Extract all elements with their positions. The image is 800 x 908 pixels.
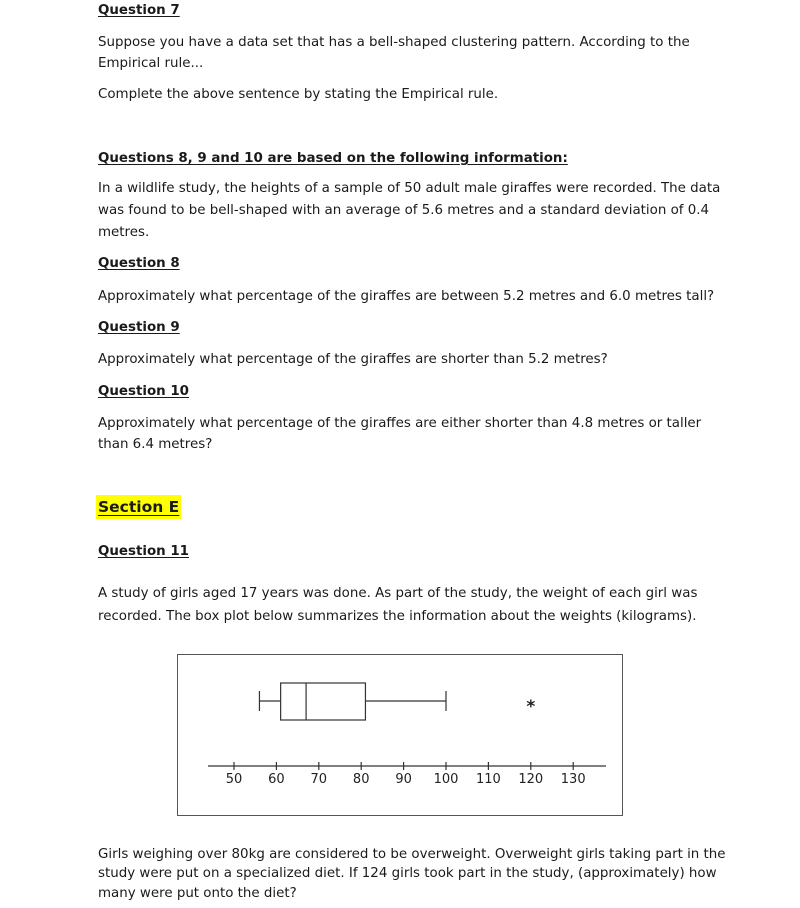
question-7-instruction: Complete the above sentence by stating the Empirical rule. <box>98 87 499 102</box>
info-text-line-1: In a wildlife study, the heights of a sample of 50 adult male giraffes were recorded. The data <box>98 181 721 196</box>
x-tick-label-130: 130 <box>560 772 586 787</box>
question-11-follow-line-2: study were put on a specialized diet. If 124 girls took part in the study, (approximately) how <box>98 866 717 881</box>
question-10-text-line-1: Approximately what percentage of the giraffes are either shorter than 4.8 metres or taller <box>98 416 702 431</box>
question-8-heading: Question 8 <box>98 256 180 271</box>
question-10-heading: Question 10 <box>98 384 189 399</box>
x-tick-label-80: 80 <box>352 772 370 787</box>
box-plot-figure <box>177 654 623 816</box>
x-tick-label-120: 120 <box>518 772 544 787</box>
question-11-follow-line-1: Girls weighing over 80kg are considered to be overweight. Overweight girls taking part in the <box>98 847 726 862</box>
question-11-heading: Question 11 <box>98 544 189 559</box>
box-plot <box>178 655 624 817</box>
info-text-line-2: was found to be bell-shaped with an average of 5.6 metres and a standard deviation of 0.4 <box>98 203 710 218</box>
x-tick-label-100: 100 <box>433 772 459 787</box>
x-tick-label-110: 110 <box>475 772 501 787</box>
question-9-text: Approximately what percentage of the giraffes are shorter than 5.2 metres? <box>98 352 608 367</box>
x-tick-label-90: 90 <box>395 772 412 787</box>
interquartile-box <box>281 683 366 720</box>
question-11-text-line-1: A study of girls aged 17 years was done. As part of the study, the weight of each girl was <box>98 586 698 601</box>
x-tick-label-60: 60 <box>268 772 285 787</box>
question-7-text-line-1: Suppose you have a data set that has a bell-shaped clustering pattern. According to the <box>98 35 690 50</box>
x-tick-label-70: 70 <box>310 772 328 787</box>
section-e-label: Section E <box>96 495 181 519</box>
info-heading: Questions 8, 9 and 10 are based on the following information: <box>98 151 568 166</box>
question-7-text-line-2: Empirical rule... <box>98 56 204 71</box>
question-10-text-line-2: than 6.4 metres? <box>98 437 213 452</box>
question-11-follow-line-3: many were put onto the diet? <box>98 886 297 901</box>
question-7-heading: Question 7 <box>98 3 180 18</box>
outlier-marker: * <box>526 697 536 717</box>
question-8-text: Approximately what percentage of the giraffes are between 5.2 metres and 6.0 metres tall? <box>98 289 715 304</box>
info-text-line-3: metres. <box>98 225 150 240</box>
x-tick-label-50: 50 <box>225 772 243 787</box>
question-9-heading: Question 9 <box>98 320 180 335</box>
question-11-text-line-2: recorded. The box plot below summarizes the information about the weights (kilograms). <box>98 609 697 624</box>
